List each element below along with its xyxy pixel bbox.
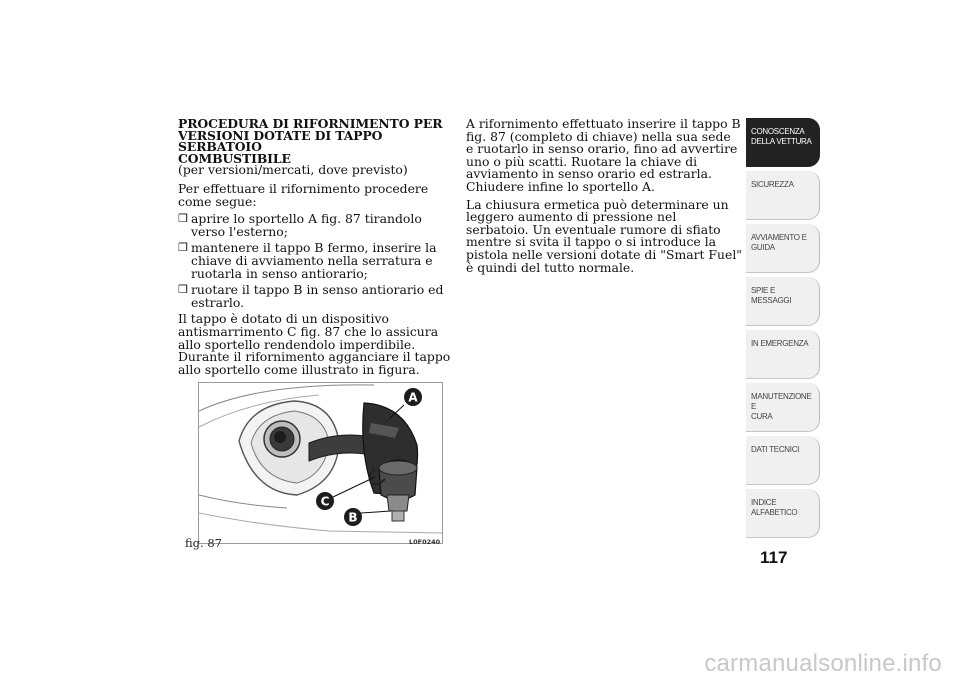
tab-conoscenza-della-vettura[interactable] <box>746 118 820 167</box>
list-item-text: aprire lo sportello A fig. 87 tirandolo verso l'esterno; <box>191 211 422 239</box>
section-heading <box>178 118 453 164</box>
figure-caption: fig. 87 <box>185 536 222 550</box>
page-number: 117 <box>760 548 788 567</box>
watermark: carmanualsonline.info <box>704 650 942 677</box>
refuel-close-paragraph: A rifornimento effettuato inserire il tappo B fig. 87 (completo di chiave) nella sua sede e ruotarlo in senso orario, fino ad avvertire uno o più scatti. Ruotare la chiave di avviamento in senso orario ed estrarla. Chiudere infine lo sportello A. <box>466 116 741 194</box>
tab-label-line: DATI TECNICI <box>751 445 800 454</box>
market-note: (per versioni/mercati, dove previsto) <box>178 162 408 178</box>
tab-label-line: CONOSCENZA <box>751 127 805 136</box>
heading-line: PROCEDURA DI RIFORNIMENTO PER <box>178 116 443 131</box>
heading-line: COMBUSTIBILE <box>178 150 291 166</box>
tab-label-line: ALFABETICO <box>751 508 798 517</box>
heading-line: VERSIONI DOTATE DI TAPPO SERBATOIO <box>178 127 383 155</box>
tab-label-line: GUIDA <box>751 243 775 252</box>
chapter-sidebar <box>746 118 820 542</box>
intro-paragraph: Per effettuare il rifornimento procedere come segue: <box>178 180 429 209</box>
tab-label-line: SPIE E MESSAGGI <box>751 286 792 305</box>
checkbox-bullet-icon: ❒ <box>178 212 188 226</box>
tab-label-line: CURA <box>751 412 773 421</box>
tab-label-line: AVVIAMENTO E <box>751 233 807 242</box>
tab-label-line: MANUTENZIONE E <box>751 392 812 411</box>
tab-indice-alfabetico[interactable] <box>746 489 820 538</box>
left-column <box>178 118 453 381</box>
list-item <box>178 213 453 238</box>
list-item-text: ruotare il tappo B in senso antiorario ed estrarlo. <box>191 282 444 310</box>
tab-sicurezza[interactable] <box>746 171 820 220</box>
right-column <box>466 118 742 279</box>
tab-label-line: SICUREZZA <box>751 180 794 189</box>
tab-label-line: DELLA VETTURA <box>751 137 812 146</box>
pressure-note-paragraph: La chiusura ermetica può determinare un leggero aumento di pressione nel serbatoio. Un eventuale rumore di sfiato mentre si svita il tappo o si introduce la pistola nelle versioni dotate di "Smart Fuel" è quindi del tutto normale. <box>466 196 742 275</box>
list-item <box>178 284 453 309</box>
tab-manutenzione-e-cura[interactable] <box>746 383 820 432</box>
figure-code: L0F0240 <box>409 538 441 546</box>
checkbox-bullet-icon: ❒ <box>178 241 188 255</box>
tab-label-line: INDICE <box>751 498 777 507</box>
tab-label-line: IN EMERGENZA <box>751 339 809 348</box>
tab-in-emergenza[interactable] <box>746 330 820 379</box>
label-b: B <box>348 510 358 525</box>
list-item-text: mantenere il tappo B fermo, inserire la chiave di avviamento nella serratura e ruotarla in senso antiorario; <box>191 240 437 281</box>
label-c: C <box>320 494 330 509</box>
tab-dati-tecnici[interactable] <box>746 436 820 485</box>
checkbox-bullet-icon: ❒ <box>178 283 188 297</box>
fuel-cap-drawing <box>199 383 442 543</box>
tab-spie-e-messaggi[interactable] <box>746 277 820 326</box>
tab-avviamento-e-guida[interactable] <box>746 224 820 273</box>
label-a: A <box>408 390 418 405</box>
closing-paragraph: Il tappo è dotato di un dispositivo antismarrimento C fig. 87 che lo assicura allo sportello rendendolo imperdibile. Durante il rifornimento agganciare il tappo allo sportello come illustrato in figura. <box>178 311 451 377</box>
fuel-cap-illustration <box>198 382 443 544</box>
list-item <box>178 242 453 280</box>
